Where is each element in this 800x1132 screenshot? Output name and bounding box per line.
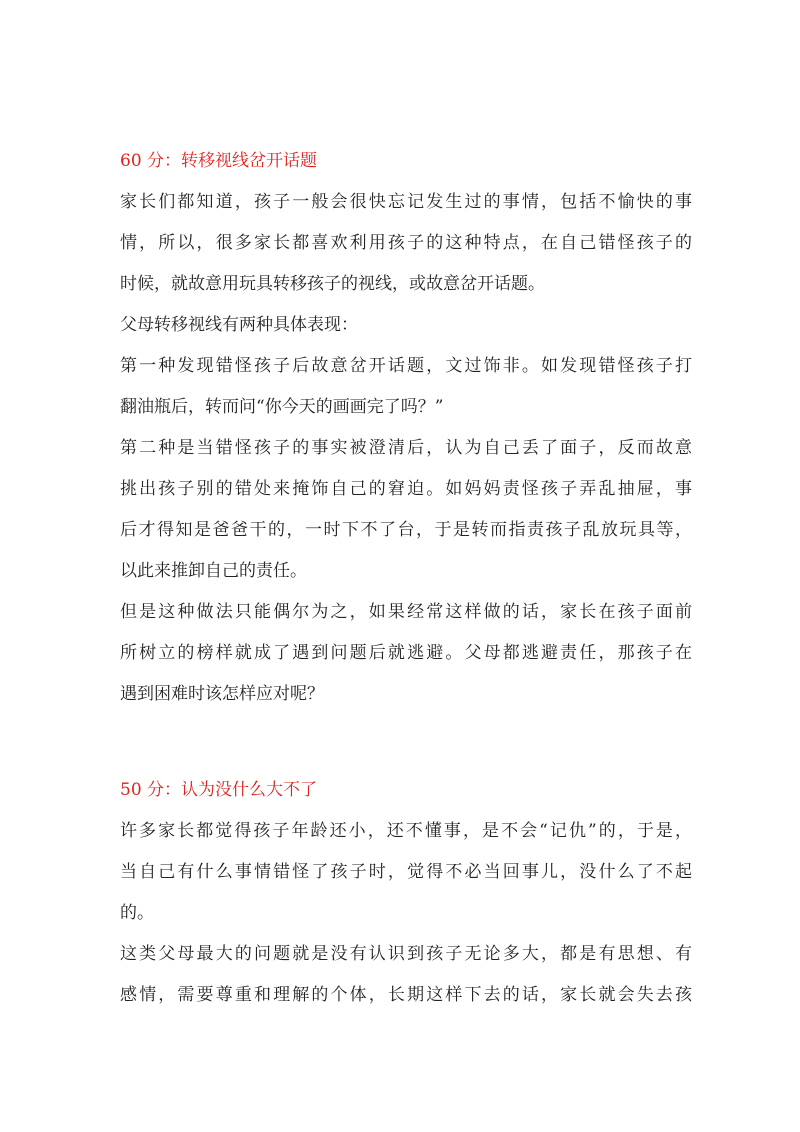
- paragraph: [120, 811, 692, 934]
- section-spacer: [120, 715, 692, 770]
- text-line: 感情，需要尊重和理解的个体，长期这样下去的话，家长就会失去孩: [120, 985, 692, 1005]
- text-line: 许多家长都觉得孩子年龄还小，还不懂事，是不会“记仇”的，于是，: [120, 821, 692, 841]
- text-line: 这类父母最大的问题就是没有认识到孩子无论多大，都是有思想、有: [120, 944, 692, 964]
- section-heading-50: 50 分：认为没什么大不了: [120, 780, 318, 800]
- text-line: 父母转移视线有两种具体表现：: [120, 315, 358, 335]
- paragraph: [120, 934, 692, 1016]
- paragraph: [120, 346, 692, 428]
- section-heading-60: 60 分：转移视线岔开话题: [120, 151, 318, 171]
- text-line: 以此来推卸自己的责任。: [120, 561, 307, 581]
- text-line: 时候，就故意用玩具转移孩子的视线，或故意岔开话题。: [120, 274, 545, 294]
- text-line: 第二种是当错怪孩子的事实被澄清后，认为自己丢了面子，反而故意: [120, 438, 692, 458]
- paragraph: [120, 428, 692, 592]
- paragraph: [120, 592, 692, 715]
- text-line: 的。: [120, 903, 154, 923]
- text-line: 所树立的榜样就成了遇到问题后就逃避。父母都逃避责任，那孩子在: [120, 643, 692, 663]
- paragraph: [120, 182, 692, 305]
- text-line: 第一种发现错怪孩子后故意岔开话题，文过饰非。如发现错怪孩子打: [120, 356, 692, 376]
- text-line: 翻油瓶后，转而问“你今天的画画完了吗？”: [120, 397, 444, 417]
- text-line: 遇到困难时该怎样应对呢？: [120, 684, 324, 704]
- text-line: 但是这种做法只能偶尔为之，如果经常这样做的话，家长在孩子面前: [120, 602, 692, 622]
- text-line: 家长们都知道，孩子一般会很快忘记发生过的事情，包括不愉快的事: [120, 192, 692, 212]
- text-line: 后才得知是爸爸干的，一时下不了台，于是转而指责孩子乱放玩具等，: [120, 520, 692, 540]
- text-line: 情，所以，很多家长都喜欢利用孩子的这种特点，在自己错怪孩子的: [120, 233, 692, 253]
- document-body: [120, 141, 692, 1016]
- paragraph: [120, 305, 692, 346]
- text-line: 当自己有什么事情错怪了孩子时，觉得不必当回事儿，没什么了不起: [120, 862, 692, 882]
- text-line: 挑出孩子别的错处来掩饰自己的窘迫。如妈妈责怪孩子弄乱抽屉，事: [120, 479, 692, 499]
